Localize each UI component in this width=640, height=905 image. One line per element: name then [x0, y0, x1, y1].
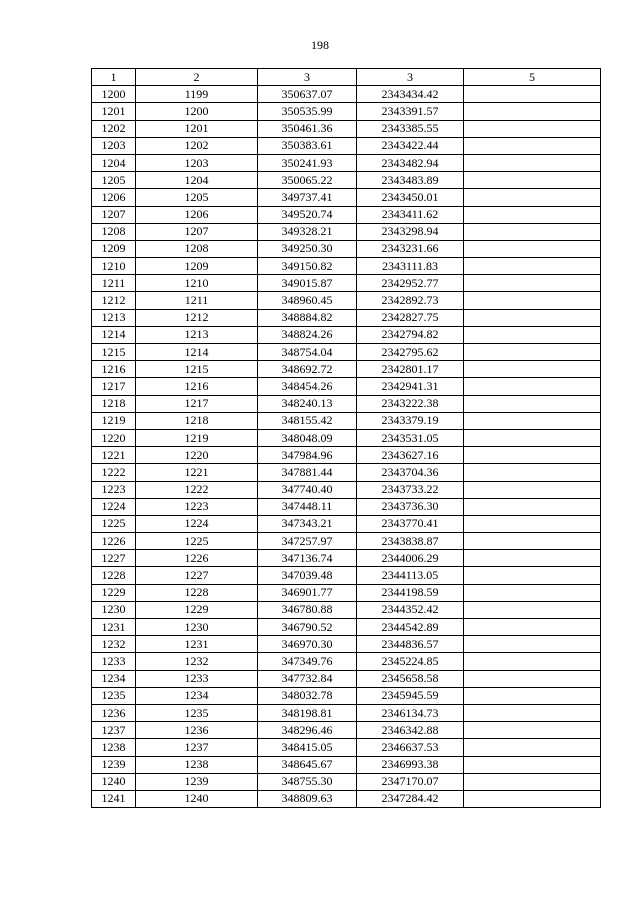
table-cell: 2343627.16 [357, 447, 464, 464]
table-row [92, 687, 601, 704]
table-cell: 1218 [92, 395, 136, 412]
table-cell: 348048.09 [258, 429, 357, 446]
table-cell: 347984.96 [258, 447, 357, 464]
table-cell: 2342801.17 [357, 361, 464, 378]
table-cell: 1235 [136, 704, 258, 721]
table-cell: 1233 [92, 653, 136, 670]
table-row [92, 86, 601, 103]
table-cell: 1223 [136, 498, 258, 515]
table-cell: 349150.82 [258, 258, 357, 275]
table-cell: 2343483.89 [357, 172, 464, 189]
table-cell [464, 189, 601, 206]
table-row [92, 619, 601, 636]
table-cell: 349328.21 [258, 223, 357, 240]
table-row [92, 533, 601, 550]
table-cell: 2345945.59 [357, 687, 464, 704]
table-row [92, 429, 601, 446]
table-cell: 2346637.53 [357, 739, 464, 756]
table-cell: 350535.99 [258, 103, 357, 120]
table-cell: 348755.30 [258, 773, 357, 790]
table-cell: 2347284.42 [357, 790, 464, 807]
table-cell: 2343733.22 [357, 481, 464, 498]
table-row [92, 584, 601, 601]
table-cell: 348415.05 [258, 739, 357, 756]
table-cell: 1209 [136, 258, 258, 275]
table-cell: 350461.36 [258, 120, 357, 137]
table-row [92, 481, 601, 498]
table-cell [464, 756, 601, 773]
table-cell: 2343222.38 [357, 395, 464, 412]
table-cell: 1224 [136, 515, 258, 532]
table-cell [464, 292, 601, 309]
table-row [92, 378, 601, 395]
table-cell [464, 464, 601, 481]
table-cell [464, 309, 601, 326]
table-row [92, 361, 601, 378]
table-cell: 1227 [136, 567, 258, 584]
table-cell [464, 395, 601, 412]
table-cell: 350241.93 [258, 154, 357, 171]
table-cell: 2343411.62 [357, 206, 464, 223]
table-row [92, 189, 601, 206]
table-cell: 2344542.89 [357, 619, 464, 636]
table-cell: 1232 [92, 636, 136, 653]
table-cell [464, 326, 601, 343]
table-cell: 2343422.44 [357, 137, 464, 154]
table-cell: 1231 [136, 636, 258, 653]
table-cell: 347740.40 [258, 481, 357, 498]
table-cell: 1211 [136, 292, 258, 309]
table-row [92, 154, 601, 171]
table-row [92, 550, 601, 567]
table-cell [464, 687, 601, 704]
table-cell: 348754.04 [258, 344, 357, 361]
table-cell: 1210 [136, 275, 258, 292]
table-cell: 1212 [136, 309, 258, 326]
table-cell [464, 240, 601, 257]
page-number: 198 [311, 38, 329, 52]
table-cell: 1206 [92, 189, 136, 206]
table-cell: 1208 [136, 240, 258, 257]
table-cell: 350383.61 [258, 137, 357, 154]
table-cell: 1228 [136, 584, 258, 601]
table-cell: 1226 [92, 533, 136, 550]
table-cell: 348809.63 [258, 790, 357, 807]
table-cell: 2342892.73 [357, 292, 464, 309]
table-cell: 1226 [136, 550, 258, 567]
table-cell: 2343838.87 [357, 533, 464, 550]
table-row [92, 103, 601, 120]
table-cell [464, 601, 601, 618]
table-cell: 1212 [92, 292, 136, 309]
table-cell: 347881.44 [258, 464, 357, 481]
table-cell: 1237 [136, 739, 258, 756]
table-cell: 1199 [136, 86, 258, 103]
table-cell: 2343482.94 [357, 154, 464, 171]
table-cell: 1220 [136, 447, 258, 464]
coordinates-table [91, 68, 601, 808]
table-cell: 1217 [136, 395, 258, 412]
table-cell: 1207 [136, 223, 258, 240]
table-cell [464, 258, 601, 275]
table-cell: 1228 [92, 567, 136, 584]
table-cell: 347343.21 [258, 515, 357, 532]
table-cell: 1215 [136, 361, 258, 378]
table-cell: 1208 [92, 223, 136, 240]
column-header: 2 [136, 69, 258, 86]
table-cell [464, 567, 601, 584]
table-cell: 1219 [136, 429, 258, 446]
table-row [92, 567, 601, 584]
table-cell: 1201 [136, 120, 258, 137]
table-cell [464, 533, 601, 550]
table-cell [464, 653, 601, 670]
table-cell [464, 275, 601, 292]
table-row [92, 601, 601, 618]
table-cell: 2343704.36 [357, 464, 464, 481]
table-row [92, 704, 601, 721]
table-cell: 2344352.42 [357, 601, 464, 618]
table-cell: 349015.87 [258, 275, 357, 292]
table-cell: 1209 [92, 240, 136, 257]
table-cell: 348240.13 [258, 395, 357, 412]
table-row [92, 515, 601, 532]
table-cell: 1205 [92, 172, 136, 189]
table-cell: 2343531.05 [357, 429, 464, 446]
table-cell: 1204 [92, 154, 136, 171]
table-cell: 1203 [92, 137, 136, 154]
table-row [92, 223, 601, 240]
table-cell: 1205 [136, 189, 258, 206]
table-cell: 1234 [136, 687, 258, 704]
table-cell: 1240 [136, 790, 258, 807]
table-cell: 1230 [92, 601, 136, 618]
table-cell: 350065.22 [258, 172, 357, 189]
table-cell: 1229 [92, 584, 136, 601]
table-cell: 346970.30 [258, 636, 357, 653]
table-cell: 1202 [92, 120, 136, 137]
table-cell: 2343379.19 [357, 412, 464, 429]
table-cell: 1236 [92, 704, 136, 721]
table-cell [464, 137, 601, 154]
table-cell: 1229 [136, 601, 258, 618]
table-cell: 2345224.85 [357, 653, 464, 670]
table-cell [464, 722, 601, 739]
table-cell: 350637.07 [258, 86, 357, 103]
table-cell: 1240 [92, 773, 136, 790]
table-cell [464, 120, 601, 137]
table-cell: 1237 [92, 722, 136, 739]
table-cell: 2343231.66 [357, 240, 464, 257]
table-row [92, 773, 601, 790]
table-cell [464, 739, 601, 756]
table-row [92, 636, 601, 653]
table-cell [464, 498, 601, 515]
table-cell: 1221 [136, 464, 258, 481]
table-row [92, 756, 601, 773]
column-header: 3 [258, 69, 357, 86]
table-cell [464, 619, 601, 636]
table-cell: 1200 [92, 86, 136, 103]
table-cell: 347039.48 [258, 567, 357, 584]
table-cell: 2343770.41 [357, 515, 464, 532]
table-cell: 1206 [136, 206, 258, 223]
table-cell: 1241 [92, 790, 136, 807]
table-cell: 1216 [136, 378, 258, 395]
table-cell [464, 704, 601, 721]
table-cell: 347732.84 [258, 670, 357, 687]
table-cell [464, 361, 601, 378]
table-cell: 1225 [92, 515, 136, 532]
table-cell [464, 223, 601, 240]
table-row [92, 240, 601, 257]
table-cell: 2342952.77 [357, 275, 464, 292]
table-cell: 1207 [92, 206, 136, 223]
table-cell [464, 86, 601, 103]
table-cell [464, 378, 601, 395]
table-cell: 346901.77 [258, 584, 357, 601]
table-cell: 1238 [136, 756, 258, 773]
table-header-row [92, 69, 601, 86]
table-cell [464, 429, 601, 446]
table-cell: 348645.67 [258, 756, 357, 773]
table-cell: 348032.78 [258, 687, 357, 704]
table-cell [464, 447, 601, 464]
table-row [92, 206, 601, 223]
table-cell: 1230 [136, 619, 258, 636]
table-row [92, 137, 601, 154]
table-cell: 2342794.82 [357, 326, 464, 343]
table-cell [464, 584, 601, 601]
table-cell [464, 670, 601, 687]
table-row [92, 395, 601, 412]
table-cell: 348155.42 [258, 412, 357, 429]
table-cell: 1214 [136, 344, 258, 361]
table-cell: 347349.76 [258, 653, 357, 670]
table-cell: 2342827.75 [357, 309, 464, 326]
table-cell [464, 344, 601, 361]
table-cell: 347448.11 [258, 498, 357, 515]
table-cell: 349520.74 [258, 206, 357, 223]
table-cell: 347136.74 [258, 550, 357, 567]
table-cell: 2342941.31 [357, 378, 464, 395]
column-header: 5 [464, 69, 601, 86]
table-row [92, 722, 601, 739]
table-body [92, 86, 601, 808]
table-cell [464, 103, 601, 120]
column-header: 1 [92, 69, 136, 86]
table-cell: 346780.88 [258, 601, 357, 618]
table-cell: 1235 [92, 687, 136, 704]
table-row [92, 326, 601, 343]
table-row [92, 120, 601, 137]
table-cell [464, 206, 601, 223]
table-row [92, 258, 601, 275]
table-cell [464, 172, 601, 189]
table-cell: 1233 [136, 670, 258, 687]
table-cell: 1221 [92, 447, 136, 464]
table-cell: 1201 [92, 103, 136, 120]
table-cell: 348824.26 [258, 326, 357, 343]
table-cell: 2346993.38 [357, 756, 464, 773]
table-row [92, 498, 601, 515]
table-row [92, 412, 601, 429]
table-cell: 1214 [92, 326, 136, 343]
table-cell: 1222 [92, 464, 136, 481]
table-cell: 1204 [136, 172, 258, 189]
table-cell: 348960.45 [258, 292, 357, 309]
column-header: 3 [357, 69, 464, 86]
table-cell: 1211 [92, 275, 136, 292]
table-cell: 2347170.07 [357, 773, 464, 790]
table-cell: 1202 [136, 137, 258, 154]
table-cell: 2343434.42 [357, 86, 464, 103]
table-cell: 1225 [136, 533, 258, 550]
table-row [92, 172, 601, 189]
table-cell: 1231 [92, 619, 136, 636]
table-cell: 348454.26 [258, 378, 357, 395]
table-cell: 1217 [92, 378, 136, 395]
table-row [92, 790, 601, 807]
table-cell: 348692.72 [258, 361, 357, 378]
table-cell: 1203 [136, 154, 258, 171]
table-cell: 346790.52 [258, 619, 357, 636]
table-row [92, 447, 601, 464]
table-cell: 349250.30 [258, 240, 357, 257]
table-cell: 1232 [136, 653, 258, 670]
table-cell [464, 790, 601, 807]
table-cell [464, 636, 601, 653]
table-cell [464, 515, 601, 532]
table-cell [464, 154, 601, 171]
table-cell: 1239 [92, 756, 136, 773]
table-cell: 1200 [136, 103, 258, 120]
table-cell: 349737.41 [258, 189, 357, 206]
table-row [92, 653, 601, 670]
table-cell [464, 481, 601, 498]
table-cell: 2344198.59 [357, 584, 464, 601]
table-cell: 1219 [92, 412, 136, 429]
table-cell: 2345658.58 [357, 670, 464, 687]
table-row [92, 309, 601, 326]
table-cell: 2343736.30 [357, 498, 464, 515]
table-cell: 2343111.83 [357, 258, 464, 275]
table-cell: 2343298.94 [357, 223, 464, 240]
table-cell: 2343391.57 [357, 103, 464, 120]
table-cell: 2343385.55 [357, 120, 464, 137]
table-cell: 1234 [92, 670, 136, 687]
table-row [92, 275, 601, 292]
table-row [92, 344, 601, 361]
table-cell [464, 412, 601, 429]
table-cell: 2344836.57 [357, 636, 464, 653]
table-cell: 1222 [136, 481, 258, 498]
table-cell: 348198.81 [258, 704, 357, 721]
table-cell: 348296.46 [258, 722, 357, 739]
table-cell: 1218 [136, 412, 258, 429]
table-cell: 1216 [92, 361, 136, 378]
table-cell: 1239 [136, 773, 258, 790]
table-cell: 347257.97 [258, 533, 357, 550]
table-cell: 1213 [92, 309, 136, 326]
table-cell [464, 550, 601, 567]
table-cell: 348884.82 [258, 309, 357, 326]
table-row [92, 464, 601, 481]
table-cell: 1236 [136, 722, 258, 739]
table-cell: 1223 [92, 481, 136, 498]
table-cell: 2342795.62 [357, 344, 464, 361]
table-row [92, 739, 601, 756]
table-cell: 1213 [136, 326, 258, 343]
table-row [92, 292, 601, 309]
table-cell: 1227 [92, 550, 136, 567]
table-cell: 2344113.05 [357, 567, 464, 584]
table-cell: 2346342.88 [357, 722, 464, 739]
table-cell: 1220 [92, 429, 136, 446]
table-cell: 2344006.29 [357, 550, 464, 567]
table-cell [464, 773, 601, 790]
table-cell: 2343450.01 [357, 189, 464, 206]
table-cell: 1210 [92, 258, 136, 275]
table-cell: 2346134.73 [357, 704, 464, 721]
table-cell: 1238 [92, 739, 136, 756]
table-cell: 1224 [92, 498, 136, 515]
table-row [92, 670, 601, 687]
table-cell: 1215 [92, 344, 136, 361]
